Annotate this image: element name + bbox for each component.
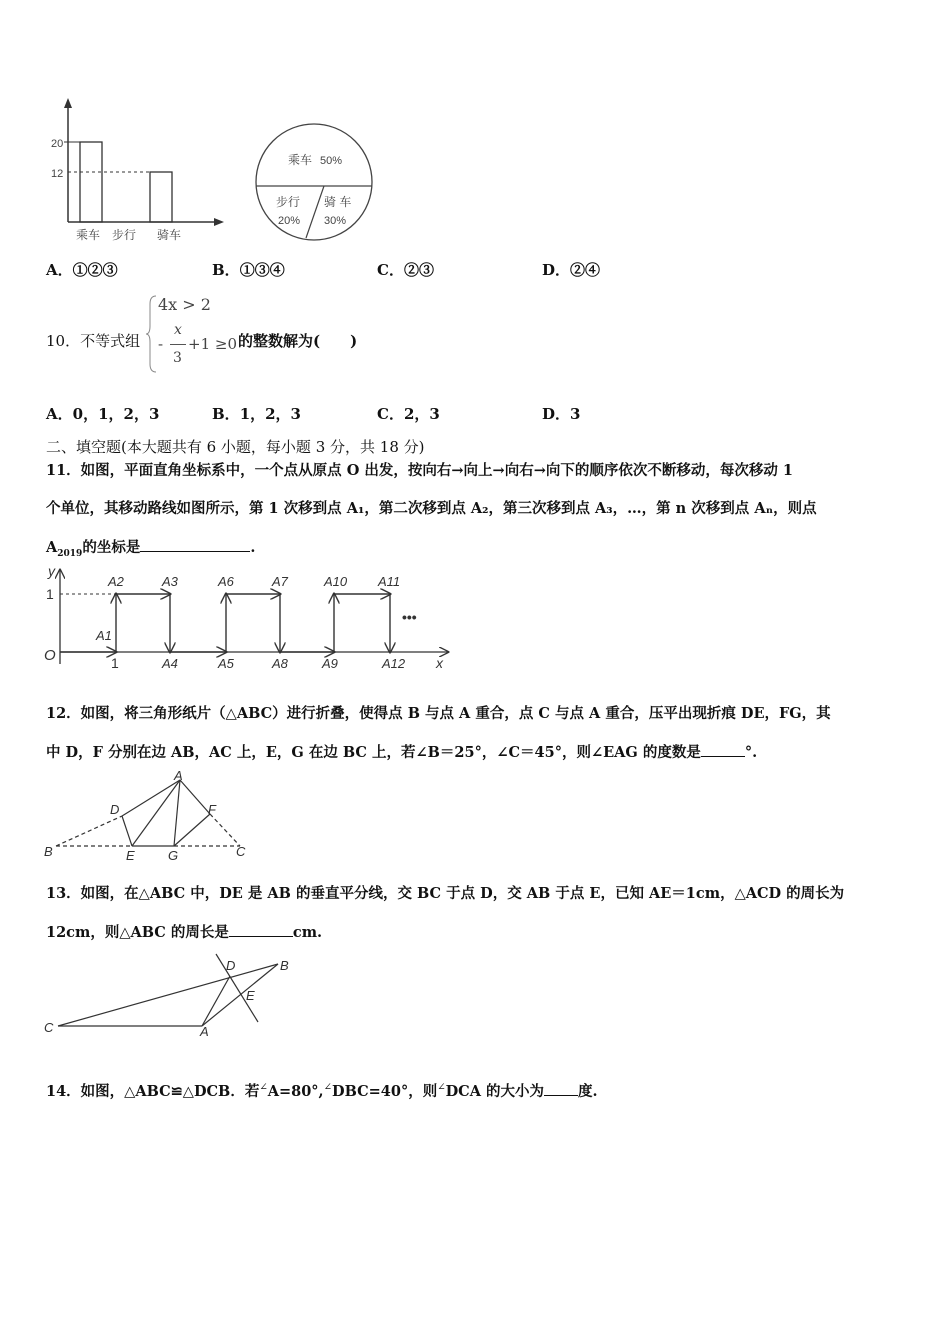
q12-label-b: B [44, 844, 53, 859]
q12-label-d: D [110, 802, 120, 817]
q12-seg-fg [174, 814, 210, 846]
angle-icon: ∠ [259, 1082, 268, 1093]
q12-seg-ae [132, 780, 180, 846]
q11-tick-x: 1 [111, 655, 119, 671]
q12-answer-blank[interactable] [701, 742, 745, 757]
bar-bike [150, 172, 172, 222]
q11-label: 的坐标是 [82, 539, 141, 556]
q11-axis-x: x [436, 655, 443, 671]
q11-label-a5: A5 [218, 656, 234, 671]
q9-option-d: D．②④ [542, 261, 601, 279]
pie-pct-bike: 30% [324, 215, 347, 227]
q10-suffix: 的整数解为( ) [238, 332, 358, 350]
angle-icon: ∠ [323, 1082, 332, 1093]
q11-line3: $A_{2019}$的坐标是 . [46, 539, 256, 559]
q11-label-a2: A2 [108, 574, 124, 589]
q10-option-a: A．0，1，2，3 [46, 405, 160, 423]
q10-ineq1: 4x > 2 [158, 295, 211, 314]
q12-seg-da [122, 780, 180, 816]
q13-label-a: A [200, 1024, 209, 1039]
q13-diagram [40, 950, 300, 1040]
q12-line2: 中 D，F 分别在边 AB，AC 上，E，G 在边 BC 上，若∠B＝25°，∠C＝45°，则∠EAG 的度数是 °. [46, 744, 758, 761]
bar-y-arrow [64, 98, 72, 108]
q13-seg-ab [202, 964, 278, 1026]
q12-label-a: A [174, 770, 183, 783]
q10-option-d: D．3 [542, 405, 581, 423]
q14-line: 14．如图，△ABC≌△DCB．若∠A=80°,∠DBC=40°，则∠DCA 的大小为 度. [46, 1082, 598, 1100]
q10-option-c: C．2，3 [377, 405, 440, 423]
bar-ytick-20: 20 [51, 138, 64, 150]
q13-label-b: B [280, 958, 289, 973]
q12-seg-ag [174, 780, 180, 846]
q11-origin: O [44, 647, 56, 664]
q10-option-b: B．1，2，3 [212, 405, 301, 423]
q11-diagram [40, 564, 460, 676]
q13-line1: 13．如图，在△ABC 中，DE 是 AB 的垂直平分线，交 BC 于点 D，交 AB 于点 E，已知 AE＝1cm，△ACD 的周长为 [46, 885, 845, 902]
q11-label-a12: A12 [382, 656, 406, 671]
bar-x-arrow [214, 218, 224, 226]
q10-brace [146, 294, 158, 374]
q11-path [60, 594, 390, 652]
q10-ineq2-rest: +1 ≥0 [188, 335, 237, 353]
q14-answer-blank[interactable] [544, 1081, 578, 1096]
q11-a-sub: 2019 [57, 548, 83, 559]
q9-option-a: A．①②③ [46, 261, 118, 279]
q12-label-f: F [208, 802, 216, 817]
q10-frac-num: x [174, 322, 182, 338]
q11-a: A [46, 539, 58, 556]
q11-line1: 11．如图，平面直角坐标系中，一个点从原点 O 出发，按向右→向上→向右→向下的顺序依次不断移动，每次移动 1 [46, 462, 793, 479]
q13-label-e: E [246, 988, 255, 1003]
q12-line1: 12．如图，将三角形纸片（△ABC）进行折叠，使得点 B 与点 A 重合，点 C 与点 A 重合，压平出现折痕 DE，FG，其 [46, 705, 831, 722]
q11-label-a10: A10 [324, 574, 348, 589]
q13-label-d: D [226, 958, 236, 973]
q11-answer-blank[interactable] [140, 537, 250, 552]
q13-seg-ad [202, 976, 230, 1026]
bar-xlabel-ride: 乘车 [76, 228, 101, 242]
q12-label-c: C [236, 844, 246, 859]
pie-label-walk: 步行 [276, 195, 301, 209]
q11-label-a11: A11 [378, 574, 401, 589]
angle-icon: ∠ [437, 1082, 446, 1093]
pie-outline [256, 124, 372, 240]
q13-line2: 12cm，则△ABC 的周长是 cm. [46, 924, 323, 941]
bar-ytick-12: 12 [51, 168, 64, 180]
q12-label-e: E [126, 848, 135, 862]
q10-frac-den: 3 [173, 350, 182, 366]
q11-ellipsis: ••• [402, 609, 417, 625]
q13-seg-cb [58, 964, 278, 1026]
pie-pct-walk: 20% [278, 215, 301, 227]
q11-label-a4: A4 [162, 656, 178, 671]
q10-prefix: 10．不等式组 [46, 332, 141, 350]
q9-option-c: C．②③ [377, 261, 434, 279]
q10-frac-bar [170, 344, 186, 345]
q9-option-b: B．①③④ [212, 261, 285, 279]
bar-xlabel-bike: 骑车 [157, 228, 182, 242]
q12-seg-fc [210, 814, 240, 846]
section-title: 二、填空题(本大题共有 6 小题，每小题 3 分，共 18 分) [46, 438, 425, 456]
q11-tick-y: 1 [46, 586, 54, 602]
q11-label-a6: A6 [218, 574, 234, 589]
q11-line2: 个单位，其移动路线如图所示，第 1 次移到点 A₁，第二次移到点 A₂，第三次移到点 A₃，…，第 n 次移到点 Aₙ，则点 [46, 500, 817, 517]
q10-minus: - [158, 335, 164, 353]
q13-answer-blank[interactable] [229, 922, 293, 937]
q11-label-a9: A9 [322, 656, 338, 671]
pie-label-ride: 乘车 [288, 153, 313, 167]
q12-seg-ac [180, 780, 210, 814]
q11-label-a7: A7 [272, 574, 288, 589]
q12-label-g: G [168, 848, 179, 862]
q12-diagram [40, 770, 260, 862]
q13-label-c: C [44, 1020, 54, 1035]
q11-label-a3: A3 [162, 574, 178, 589]
pie-divider-slant [306, 186, 324, 238]
q12-seg-de [122, 816, 132, 846]
bar-chart [40, 92, 240, 252]
bar-xlabel-walk: 步行 [112, 228, 137, 242]
pie-label-bike: 骑 车 [324, 195, 352, 209]
q11-label-a8: A8 [272, 656, 288, 671]
q12-seg-bd [56, 816, 122, 846]
pie-chart [252, 122, 376, 244]
bar-ride [80, 142, 102, 222]
pie-pct-ride: 50% [320, 155, 343, 167]
q11-axis-y: y [48, 564, 55, 579]
q11-label-a1: A1 [96, 628, 112, 643]
